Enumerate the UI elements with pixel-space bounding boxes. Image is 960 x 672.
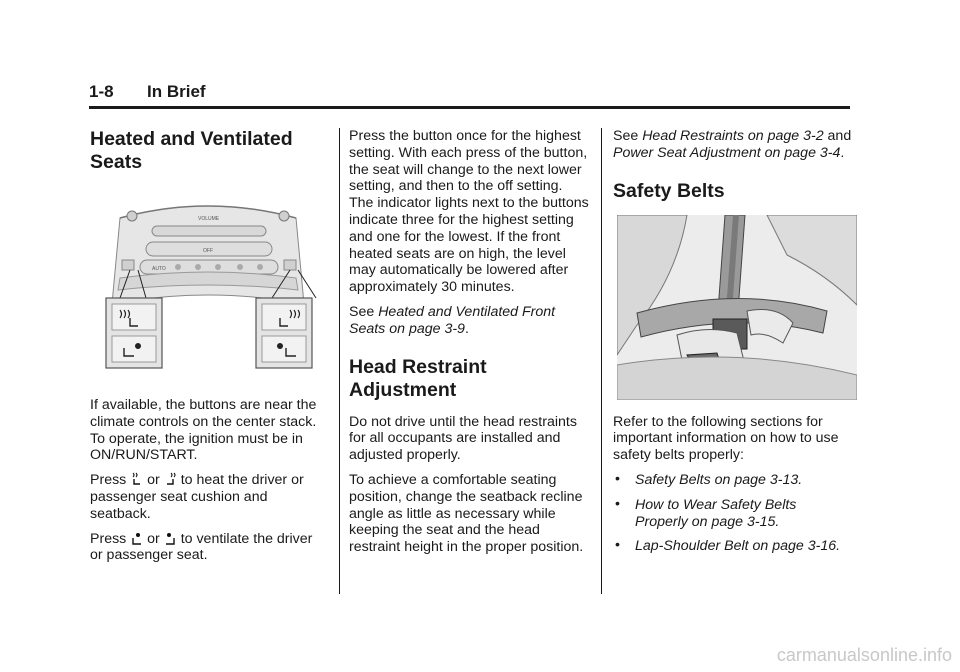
svg-text:OFF: OFF [203,248,213,254]
heated-seat-passenger-icon [165,472,176,486]
see-reference-heated-seats: See Heated and Ventilated Front Seats on page 3-9. [349,303,556,337]
heading-safety-belts: Safety Belts [613,179,725,202]
cross-reference-link[interactable]: Head Restraints on page 3-2 [642,128,824,144]
column-middle [349,128,589,564]
heated-seat-driver-icon [131,472,142,486]
column-left [90,128,328,572]
cross-reference-link[interactable]: Heated and Ventilated Front Seats on page 3-9 [349,303,556,337]
paragraph-button-location: If available, the buttons are near the climate controls on the center stack. To operate, the ignition must be in ON/RUN/START. [90,397,317,464]
see-reference-head-restraints: See Head Restraints on page 3-2 and Power Seat Adjustment on page 3-4. [613,128,852,161]
paragraph-ventilate-seat: Press or to ventilate the driver or passenger seat. [90,530,313,564]
column-divider [339,128,340,594]
section-title: In Brief [147,82,206,101]
climate-control-illustration [90,186,328,381]
safety-belt-illustration [617,215,857,400]
watermark: carmanualsonline.info [776,645,952,665]
paragraph-heat-seat: Press or to heat the driver or passenger seat cushion and seatback. [90,472,304,522]
safety-belt-reference-list [613,472,853,555]
column-right [613,128,853,563]
paragraph-seating-position: To achieve a comfortable seating position, change the seatback recline angle as little as necessary while keeping the seat and the head restraint height in the proper position. [349,471,584,556]
list-item[interactable]: • How to Wear Safety Belts Properly on page 3-15. [615,495,797,530]
list-item[interactable]: • Safety Belts on page 3-13. [615,470,803,488]
ventilated-seat-driver-icon [131,531,142,545]
paragraph-seat-settings: Press the button once for the highest setting. With each press of the button, the seat will change to the next lower setting, and then to the off setting. The indicator lights next to the buttons indicate three for the highest setting and one for the lowest. If the front heated seats are on high, the level may automatically be lowered after approximately 30 minutes. [349,128,589,296]
paragraph-safety-belt-intro: Refer to the following sections for important information on how to use safety belts properly: [613,413,839,464]
paragraph-head-restraint-warning: Do not drive until the head restraints for all occupants are installed and adjusted properly. [349,413,577,464]
heading-heated-seats: Heated and Ventilated Seats [90,128,293,173]
page-number: 1-8 [89,82,114,101]
ventilated-seat-passenger-icon [165,531,176,545]
column-divider [601,128,602,594]
cross-reference-link[interactable]: Power Seat Adjustment on page 3-4 [613,144,841,161]
svg-text:VOLUME: VOLUME [198,216,220,222]
heading-head-restraint: Head Restraint Adjustment [349,355,487,401]
svg-text:AUTO: AUTO [152,266,166,272]
list-item[interactable]: • Lap-Shoulder Belt on page 3-16. [615,537,841,555]
page-header [89,82,850,109]
